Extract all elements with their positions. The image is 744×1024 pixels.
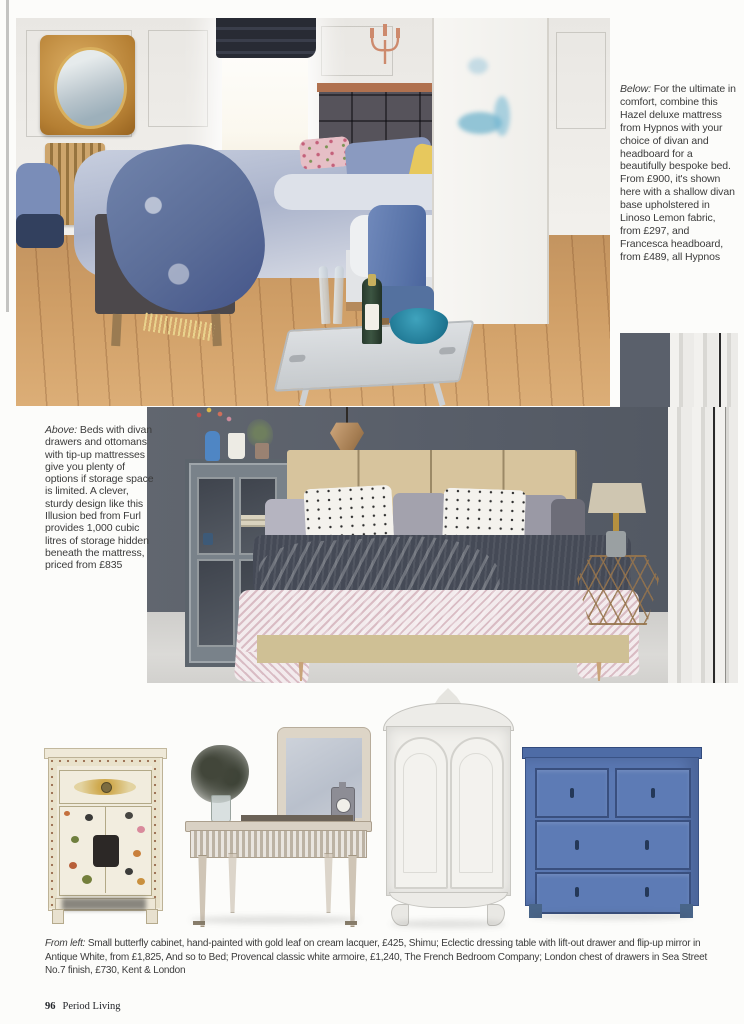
- door-artwork: [494, 96, 510, 136]
- drawer-handle: [651, 788, 655, 798]
- product-shadow: [190, 916, 360, 924]
- drawer-handle: [645, 840, 649, 850]
- mirror-glass: [54, 47, 127, 129]
- drawer-handle: [575, 840, 579, 850]
- white-jug: [228, 433, 245, 459]
- roman-blind: [216, 18, 316, 58]
- white-shutter-door: [668, 407, 738, 683]
- cabinet-leg: [146, 909, 158, 924]
- page-number: 96: [45, 1001, 56, 1012]
- drawer-handle: [645, 887, 649, 897]
- chest-body: [525, 757, 699, 906]
- illusion-bed-base: [257, 635, 629, 663]
- door-panel: [459, 753, 493, 873]
- door-artwork: [468, 58, 488, 74]
- wire-side-table: [577, 555, 659, 625]
- drawer-handle: [570, 788, 574, 798]
- product-dressing-table: [185, 727, 370, 925]
- decorated-border: [152, 758, 160, 908]
- clock-finial: [339, 782, 346, 788]
- blue-vase: [205, 431, 220, 461]
- bottle-label: [365, 304, 379, 330]
- product-blue-chest: [525, 747, 697, 919]
- decorated-border: [49, 758, 160, 766]
- caption-hypnos: [620, 83, 736, 264]
- cabinet-doors: [59, 806, 152, 896]
- tray-handle: [438, 347, 456, 355]
- drawer-knob: [101, 782, 112, 793]
- metal-lock-plate: [93, 835, 119, 867]
- yellow-throw: [257, 532, 502, 650]
- plant-pot: [255, 443, 269, 459]
- product-butterfly-cabinet: [48, 748, 161, 923]
- drawer-handle: [575, 887, 579, 897]
- floral-pillow: [299, 136, 351, 170]
- bottle-foil: [368, 274, 376, 286]
- door: [432, 18, 549, 324]
- flip-up-mirror: [277, 727, 371, 825]
- door-edge-line: [725, 407, 726, 683]
- armoire-body: [386, 726, 511, 896]
- middle-bedroom-photo: [147, 407, 738, 683]
- clock-face: [336, 798, 351, 813]
- door-edge-line: [713, 407, 715, 683]
- door-panel: [403, 753, 437, 873]
- decorated-border: [49, 758, 57, 908]
- cabinet-drawer: [59, 770, 152, 804]
- cabinet-pane: [197, 559, 235, 647]
- top-bedroom-photo: [16, 18, 610, 406]
- caption-lead: Above:: [45, 424, 78, 436]
- caption-products: [45, 937, 727, 978]
- lamp-stem: [613, 513, 619, 531]
- butterfly-motifs: [64, 811, 70, 816]
- white-shutter-door: [670, 333, 738, 409]
- cabinet-leg: [52, 909, 64, 924]
- wall-panel: [556, 32, 606, 129]
- magazine-title: Period Living: [62, 1001, 121, 1012]
- caption-furl: [45, 424, 156, 572]
- table-leg: [323, 853, 334, 913]
- slate-wall: [620, 333, 670, 409]
- armoire-door: [450, 737, 504, 889]
- armoire-door: [394, 737, 448, 889]
- mug: [203, 533, 213, 545]
- fluted-apron: [190, 830, 367, 858]
- table-leg: [197, 855, 208, 927]
- product-shadow: [390, 920, 506, 928]
- caption-body: Small butterfly cabinet, hand-painted with gold leaf on cream lacquer, £425, Shimu; Eclectic dressing table with lift-out drawer and flip-up mirror in Antique White, from £1,825, And so to Bed; Provencal classic white armoire, £1,240, The French Bedroom Company; London chest of drawers in Sea Street No.7 finish, £730, Kent & London: [45, 938, 708, 976]
- middle-photo-upper-right: [620, 333, 738, 409]
- ottoman-leg: [111, 314, 122, 346]
- tray-handle: [288, 355, 306, 363]
- lamp-shade: [588, 483, 646, 513]
- gilt-mirror: [40, 35, 135, 135]
- product-shadow: [530, 912, 692, 920]
- glass-vase: [211, 795, 231, 823]
- caption-lead: From left:: [45, 938, 86, 949]
- caption-lead: Below:: [620, 83, 651, 95]
- table-leg: [347, 855, 358, 927]
- lamp-base: [606, 531, 626, 557]
- chest-drawer: [615, 768, 691, 818]
- candelabra-sconce: [365, 22, 405, 68]
- cabinet-shadow: [62, 898, 146, 910]
- pendant-cord: [346, 407, 348, 423]
- scan-artifact-line: [6, 0, 9, 312]
- caption-body: For the ultimate in comfort, combine this Hazel deluxe mattress from Hypnos with your choice of divan and headboard for a beautifully bespoke bed. From £900, it's shown here with a shallow divan base upholstered in Linoso Lemon fabric, from £297, and Francesca headboard, from £489, all Hypnos: [620, 83, 736, 263]
- door-edge-line: [719, 333, 721, 409]
- page-footer: [45, 1001, 121, 1012]
- flower-stems: [193, 407, 235, 433]
- chest-drawer: [535, 820, 691, 870]
- wall-panel: [148, 30, 208, 127]
- armchair-cushion: [16, 214, 64, 248]
- champagne-bottle: [362, 278, 382, 344]
- bolster-pillow: [274, 174, 454, 210]
- cabinet-body: [48, 757, 163, 911]
- table-leg: [227, 853, 238, 913]
- chest-drawer: [535, 768, 609, 818]
- chest-drawer: [535, 872, 691, 914]
- caption-body: Beds with divan drawers and ottomans with tip-up mattresses give you plenty of options if storage space is limited. A clever, sturdy design like this Illusion bed from Furl provides 1,000 cubic litres of storage hidden beneath the mattress, priced from £835: [45, 424, 154, 572]
- product-armoire: [383, 688, 512, 926]
